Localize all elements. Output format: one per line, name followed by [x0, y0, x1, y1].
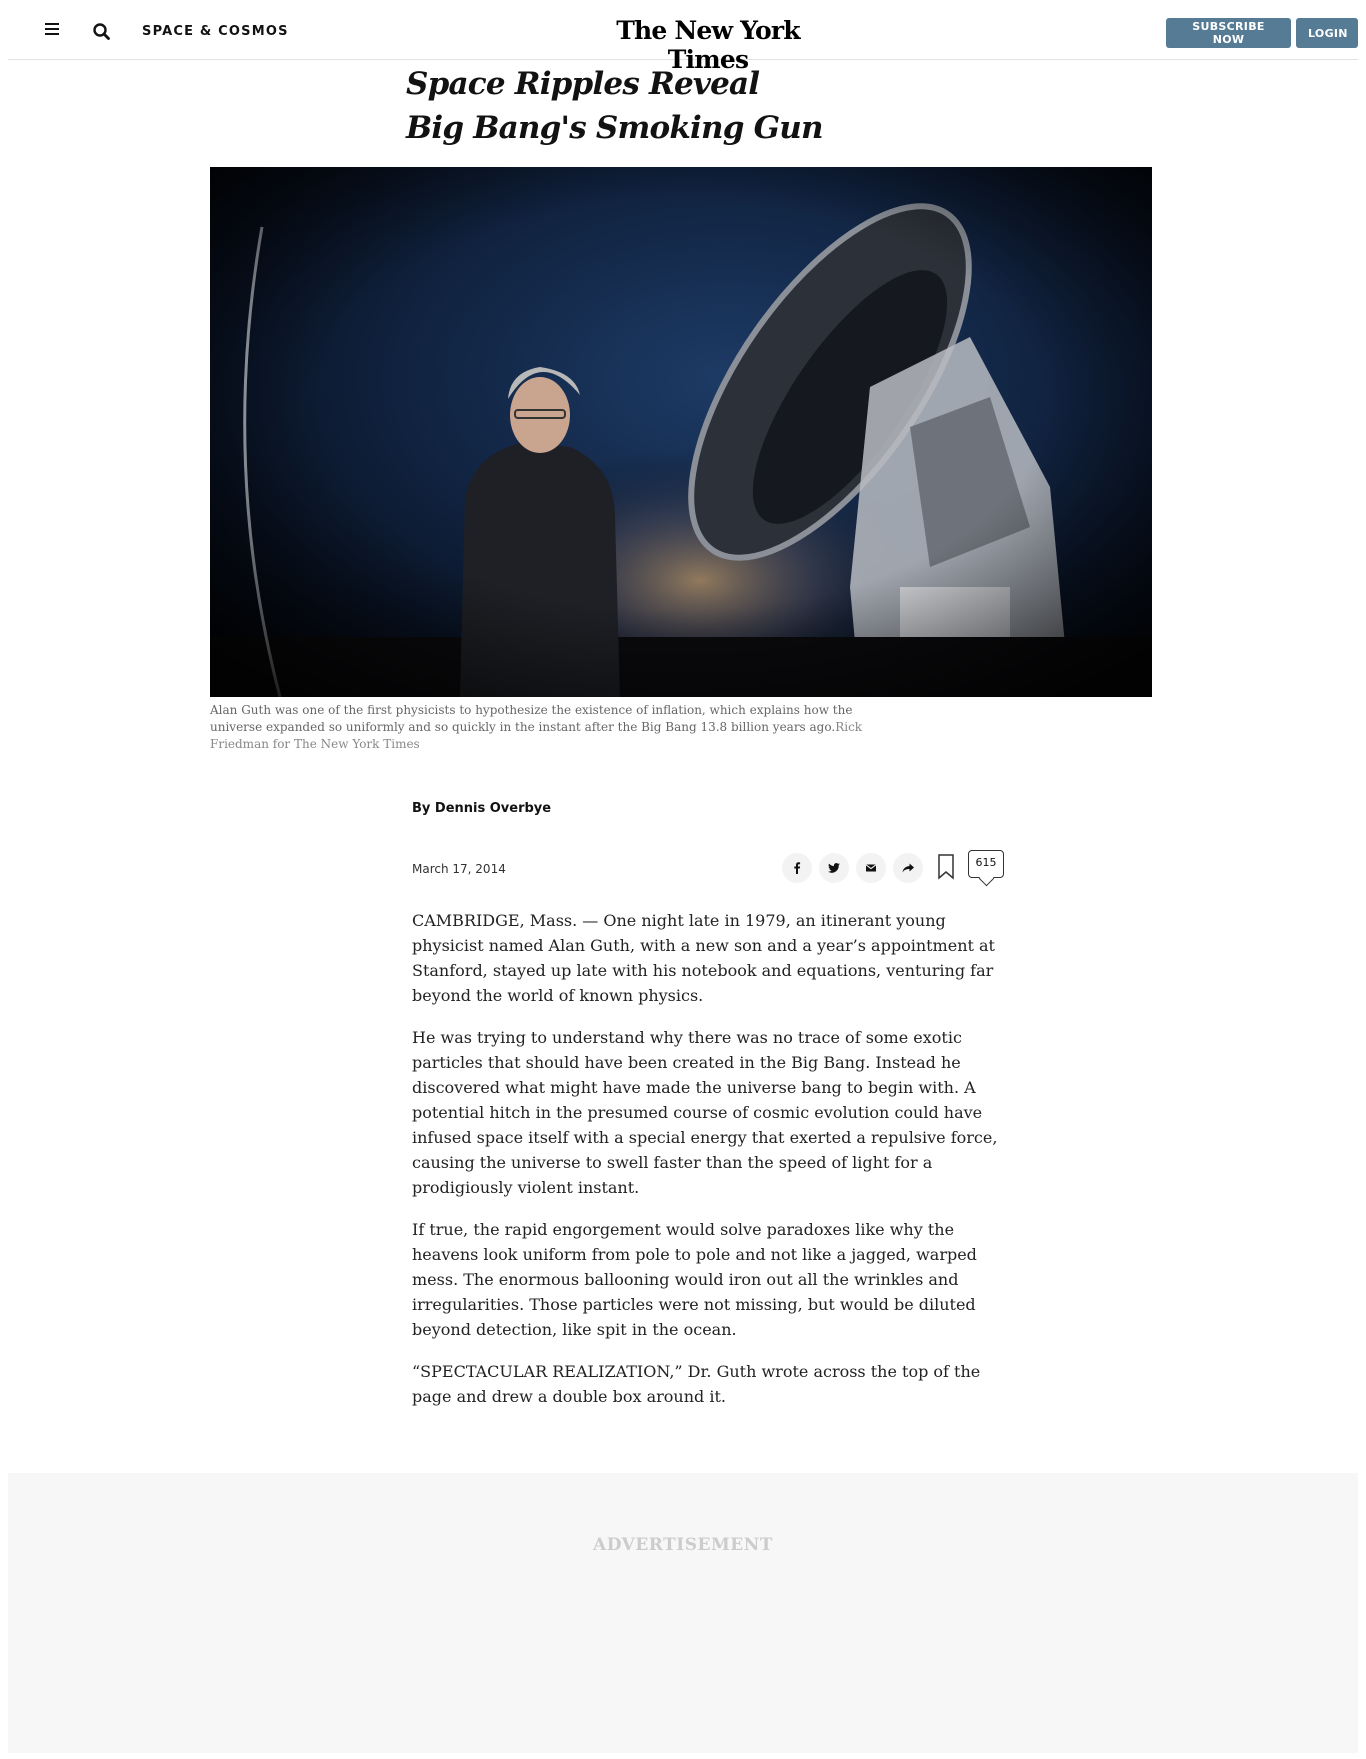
caption-text: Alan Guth was one of the first physicists to hypothesize the existence of inflation, which explains how the universe expanded so uniformly and so quickly in the instant after the Big Bang 13.8 billion years ago.	[210, 703, 853, 734]
image-caption	[210, 702, 890, 753]
bookmark-icon[interactable]	[936, 853, 956, 881]
paragraph: “SPECTACULAR REALIZATION,” Dr. Guth wrote across the top of the page and drew a double box around it.	[412, 1362, 981, 1406]
advertisement-label: ADVERTISEMENT	[593, 1535, 773, 1555]
article-body	[412, 908, 1012, 1426]
section-link[interactable]: SPACE & COSMOS	[142, 24, 289, 39]
paragraph: CAMBRIDGE, Mass. — One night late in 1979, an itinerant young physicist named Alan Guth, with a new son and a year’s appointment at Stanford, stayed up late with his notebook and equations, venturing far beyond the world of known physics.	[412, 911, 995, 1005]
headline-line-1: Space Ripples Reveal	[406, 66, 760, 102]
facebook-icon[interactable]	[782, 853, 812, 883]
share-icon[interactable]	[893, 853, 923, 883]
twitter-icon[interactable]	[819, 853, 849, 883]
comment-count: 615	[975, 856, 997, 869]
publish-date: March 17, 2014	[412, 862, 506, 876]
headline-line-2: Big Bang's Smoking Gun	[406, 110, 823, 146]
login-button[interactable]: LOGIN	[1296, 18, 1358, 48]
paragraph: If true, the rapid engorgement would solve paradoxes like why the heavens look uniform from pole to pole and not like a jagged, warped mess. The enormous ballooning would iron out all the wrinkles and irregularities. Those particles were not missing, but would be diluted beyond detection, like spit in the ocean.	[412, 1220, 977, 1339]
photo-illustration	[210, 167, 1152, 697]
search-icon[interactable]	[90, 20, 114, 44]
article-headline	[406, 62, 926, 150]
lead-photo	[210, 167, 1152, 697]
email-icon[interactable]	[856, 853, 886, 883]
comment-icon[interactable]	[968, 850, 1004, 878]
byline[interactable]: By Dennis Overbye	[412, 801, 552, 816]
menu-icon[interactable]	[40, 20, 64, 44]
subscribe-button[interactable]: SUBSCRIBE NOW	[1166, 18, 1291, 48]
advertisement	[8, 1473, 1358, 1753]
photo-credit: Rick Friedman for The New York Times	[210, 720, 863, 751]
site-header	[8, 0, 1358, 74]
nyt-logo[interactable]: The New York Times	[616, 16, 800, 74]
paragraph: He was trying to understand why there was no trace of some exotic particles that should have been created in the Big Bang. Instead he discovered what might have made the universe bang to begin with. A potential hitch in the presumed course of cosmic evolution could have infused space itself with a special energy that exerted a repulsive force, causing the universe to swell faster than the speed of light for a prodigiously violent instant.	[412, 1028, 998, 1197]
